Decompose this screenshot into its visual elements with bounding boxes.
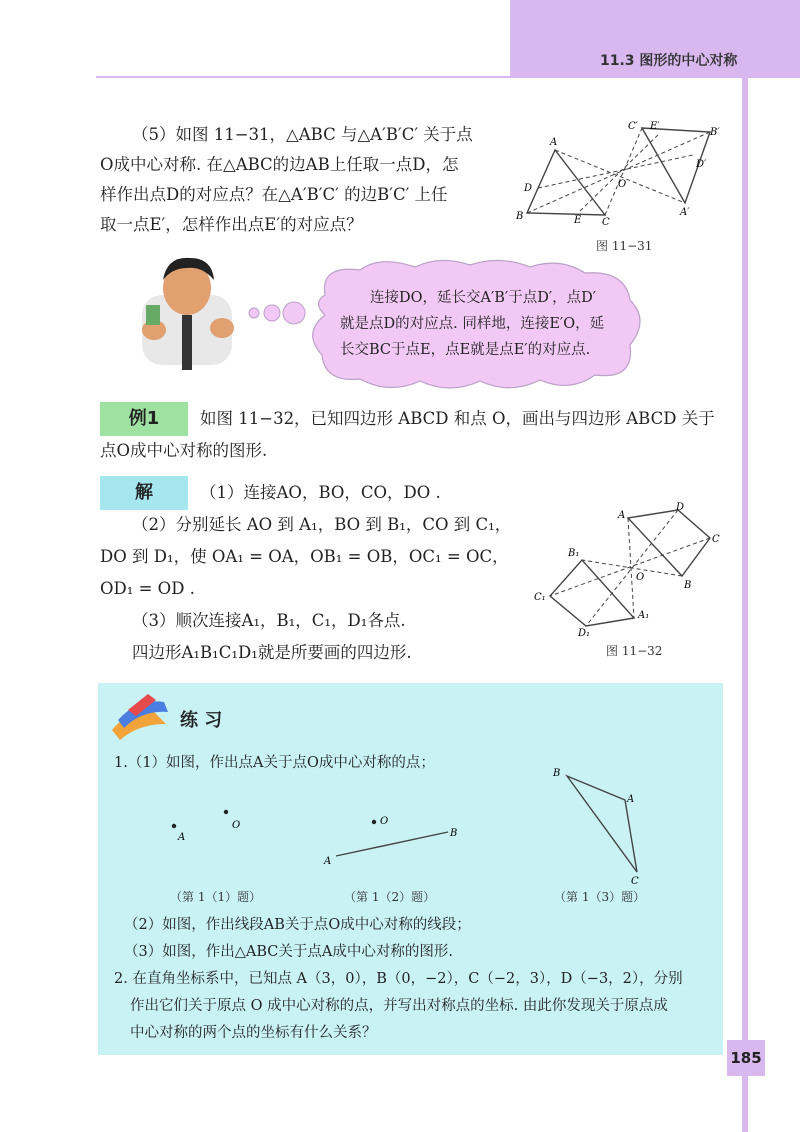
segment-dd-prime [538,155,693,188]
segment-aa-prime [555,150,685,203]
label-o: O [380,816,389,827]
exercise-q1-2: （2）如图，作出线段AB关于点O成中心对称的线段； [124,917,471,933]
label-a: A [627,794,635,805]
label-d1: D₁ [578,628,591,639]
point-o [372,820,376,824]
solution-step3: （3）顺次连接A₁，B₁，C₁，D₁各点. [132,611,406,630]
pencil-book-icon [108,690,172,742]
label-a: A [550,137,558,148]
label-b: B [516,211,524,222]
label-a1: A₁ [638,610,650,621]
label-d: D [524,183,533,194]
exercise-figure-1-3-caption: （第 1（3）题） [554,890,646,904]
solution-step1: （1）连接AO，BO，CO，DO . [200,483,441,502]
label-d-prime: D′ [696,159,707,170]
exercise-q2-line1: 2. 在直角坐标系中，已知点 A（3，0），B（0，−2），C（−2，3），D（−3，2），分别 [114,971,683,987]
label-b-prime: B′ [710,127,720,138]
exercise-q1-3: （3）如图，作出△ABC关于点A成中心对称的图形. [124,944,453,960]
label-d: D [676,502,685,513]
page-number: 185 [727,1040,765,1076]
exercise-q1: 1.（1）如图，作出点A关于点O成中心对称的点； [114,755,435,771]
exercise-figure-1-2-caption: （第 1（2）题） [344,890,436,904]
figure-11-31-caption: 图 11−31 [596,239,653,253]
example-line1: 如图 11−32，已知四边形 ABCD 和点 O，画出与四边形 ABCD 关于 [200,409,715,428]
label-o: O [636,572,645,583]
label-c: C [602,217,610,228]
thought-line1: 连接DO，延长交A′B′于点D′，点D′ [370,290,597,306]
label-b: B [450,828,458,839]
figure-11-32-caption: 图 11−32 [606,644,663,658]
problem5-line1: （5）如图 11−31，△ABC 与△A′B′C′ 关于点 [132,125,473,144]
label-a: A [618,510,626,521]
label-e-prime: E′ [650,121,660,132]
problem5-line4: 取一点E′，怎样作出点E′的对应点？ [100,215,363,234]
label-o: O [618,179,627,190]
thought-line3: 长交BC于点E，点E就是点E′的对应点. [340,342,591,358]
label-b1: B₁ [568,548,580,559]
label-a: A [178,832,186,843]
label-o: O [232,820,241,831]
label-e: E [574,215,582,226]
exercise-figure-1-3 [545,760,655,885]
example-line2: 点O成中心对称的图形. [100,441,268,460]
label-c: C [712,534,720,545]
segment-ab [336,832,448,856]
exercise-title: 练 习 [180,710,223,731]
label-c: C [631,876,639,885]
exercise-figure-1-2 [320,808,470,868]
student-illustration [132,250,242,380]
segment-cc-prime [605,128,642,215]
label-c-prime: C′ [628,121,638,132]
solution-conclusion: 四边形A₁B₁C₁D₁就是所要画的四边形. [132,643,412,662]
thought-line2: 就是点D的对应点. 同样地，连接E′O，延 [340,316,605,332]
problem5-line3: 样作出点D的对应点？在△A′B′C′ 的边B′C′ 上任 [100,185,448,204]
problem5-line2: O成中心对称. 在△ABC的边AB上任取一点D，怎 [100,155,459,174]
exercise-q2-line3: 中心对称的两个点的坐标有什么关系？ [130,1025,377,1041]
side-strip [742,78,748,1132]
figure-11-32 [530,500,730,640]
example-label: 例1 [100,402,188,436]
point-a [172,824,176,828]
exercise-figure-1-1 [160,800,260,850]
triangle-abc [567,776,637,872]
label-b: B [684,580,692,591]
exercise-figure-1-1-caption: （第 1（1）题） [170,890,262,904]
quad-abcd [628,510,710,576]
label-a-prime: A′ [680,207,690,218]
section-title: 11.3 图形的中心对称 [600,53,738,69]
label-a: A [324,856,332,867]
exercise-q2-line2: 作出它们关于原点 O 成中心对称的点，并写出对称点的坐标. 由此你发现关于原点成 [130,998,668,1014]
point-o [224,810,228,814]
solution-step2c: OD₁ = OD . [100,579,195,598]
label-c1: C₁ [534,592,546,603]
header-rule [96,76,746,78]
solution-label: 解 [100,476,188,510]
solution-step2a: （2）分别延长 AO 到 A₁，BO 到 B₁，CO 到 C₁， [132,515,512,534]
solution-step2b: DO 到 D₁，使 OA₁ = OA，OB₁ = OB，OC₁ = OC， [100,547,509,566]
label-b: B [553,768,561,779]
figure-11-31 [510,115,730,235]
